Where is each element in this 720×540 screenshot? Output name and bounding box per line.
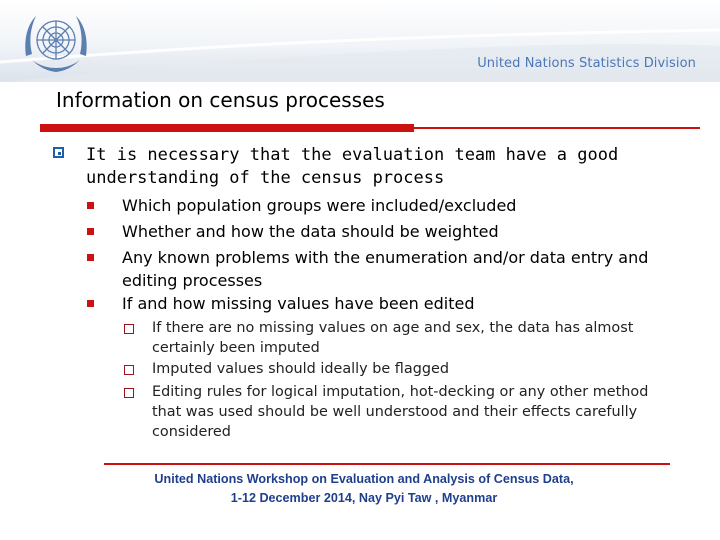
footer-date-location-line: 1-12 December 2014, Nay Pyi Taw , Myanmar [230, 491, 498, 505]
outline-square-bullet-icon [124, 324, 134, 334]
hollow-square-bullet-icon [53, 147, 64, 158]
detail-point: Imputed values should ideally be flagged [152, 361, 449, 377]
detail-point: If there are no missing values on age and sex, the data has almost certainly been imputed [152, 320, 634, 356]
sub-point: Which population groups were included/excluded [122, 196, 517, 215]
filled-square-bullet-icon [87, 202, 94, 209]
slide-title: Information on census processes [56, 88, 385, 112]
outline-square-bullet-icon [124, 388, 134, 398]
outline-square-bullet-icon [124, 365, 134, 375]
main-point: It is necessary that the evaluation team have a good understanding of the census process [86, 145, 619, 188]
organization-name: United Nations Statistics Division [477, 56, 696, 71]
footer-divider [104, 463, 670, 465]
un-emblem-icon [18, 6, 94, 78]
detail-point: Editing rules for logical imputation, hot-decking or any other method that was used should be well understood and their effects carefully considered [152, 384, 649, 440]
sub-point: Any known problems with the enumeration and/or data entry and editing processes [122, 248, 649, 290]
title-underline-thick [40, 124, 414, 132]
filled-square-bullet-icon [87, 300, 94, 307]
filled-square-bullet-icon [87, 254, 94, 261]
filled-square-bullet-icon [87, 228, 94, 235]
sub-point: If and how missing values have been edited [122, 294, 475, 313]
footer-event-line: United Nations Workshop on Evaluation and Analysis of Census Data, [154, 472, 574, 486]
sub-point: Whether and how the data should be weighted [122, 222, 499, 241]
footer [104, 470, 624, 508]
title-underline-thin [414, 127, 700, 129]
